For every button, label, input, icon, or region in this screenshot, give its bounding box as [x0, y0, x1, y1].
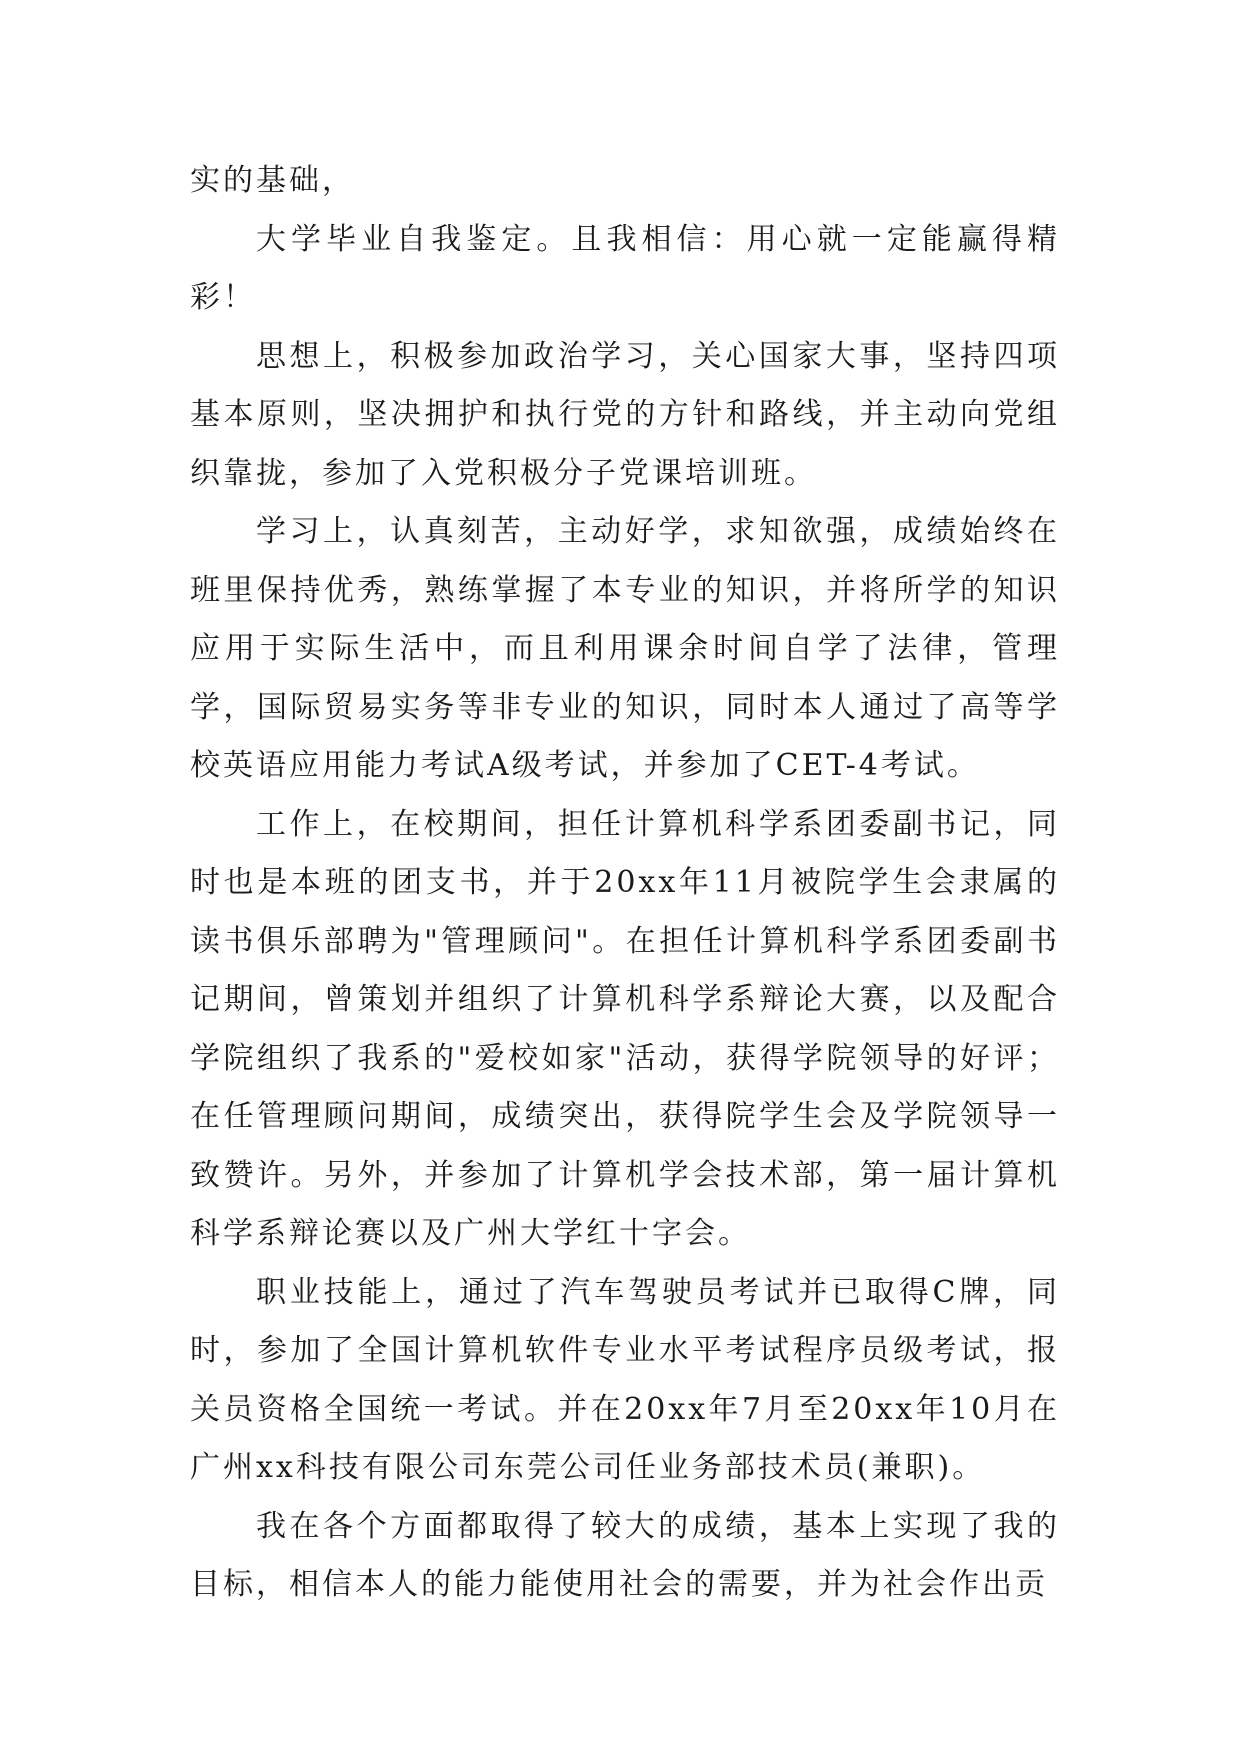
paragraph-ideology: 思想上，积极参加政治学习，关心国家大事，坚持四项基本原则，坚决拥护和执行党的方针和路线，并主动向党组织靠拢，参加了入党积极分子党课培训班。: [190, 338, 1060, 491]
paragraph-study: 学习上，认真刻苦，主动好学，求知欲强，成绩始终在班里保持优秀，熟练掌握了本专业的知识，并将所学的知识应用于实际生活中，而且利用课余时间自学了法律，管理学，国际贸易实务等非专业的知识，同时本人通过了高等学校英语应用能力考试A级考试，并参加了CET-4考试。: [190, 514, 1060, 783]
paragraph-work: 工作上，在校期间，担任计算机科学系团委副书记，同时也是本班的团支书，并于20xx年11月被院学生会隶属的读书俱乐部聘为"管理顾问"。在担任计算机科学系团委副书记期间，曾策划并组织了计算机科学系辩论大赛，以及配合学院组织了我系的"爱校如家"活动，获得学院领导的好评；在任管理顾问期间，成绩突出，获得院学生会及学院领导一致赞许。另外，并参加了计算机学会技术部，第一届计算机科学系辩论赛以及广州大学红十字会。: [190, 806, 1060, 1251]
paragraph-continuation: 实的基础，: [190, 163, 355, 198]
paragraph-self-assessment: 大学毕业自我鉴定。且我相信：用心就一定能赢得精彩！: [190, 221, 1060, 315]
document-body: [190, 152, 1060, 1615]
paragraph-skills: 职业技能上，通过了汽车驾驶员考试并已取得C牌，同时，参加了全国计算机软件专业水平考试程序员级考试，报关员资格全国统一考试。并在20xx年7月至20xx年10月在广州xx科技有限公司东莞公司任业务部技术员(兼职)。: [190, 1274, 1060, 1485]
paragraph-summary: 我在各个方面都取得了较大的成绩，基本上实现了我的目标，相信本人的能力能使用社会的需要，并为社会作出贡: [190, 1508, 1060, 1602]
